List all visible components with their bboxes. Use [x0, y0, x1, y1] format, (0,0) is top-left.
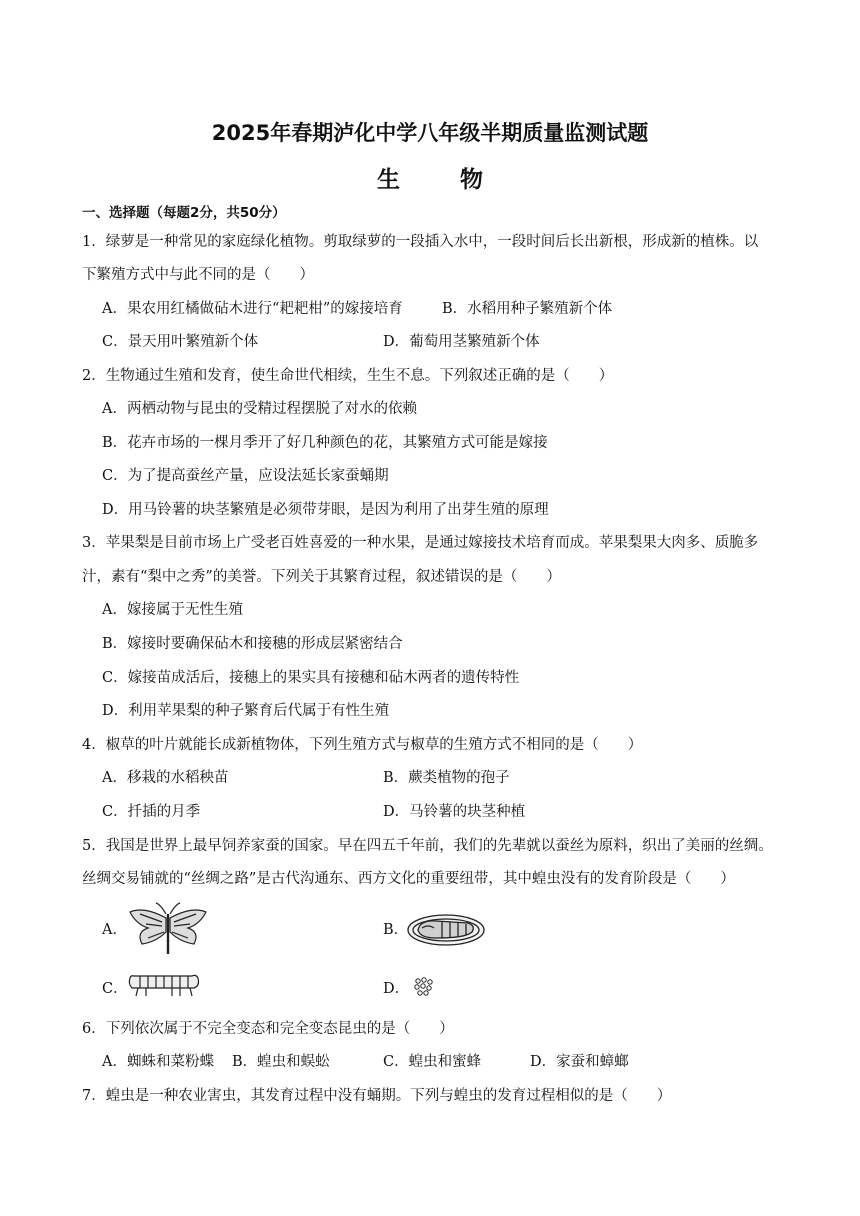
question-7-stem: 7．蝗虫是一种农业害虫，其发育过程中没有蛹期。下列与蝗虫的发育过程相似的是（ ） — [82, 1088, 672, 1104]
question-3-option-b: B．嫁接时要确保砧木和接穗的形成层紧密结合 — [102, 636, 403, 652]
question-2-option-d: D．用马铃薯的块茎繁殖是必须带芽眼，是因为利用了出芽生殖的原理 — [102, 502, 549, 518]
question-2-option-c: C．为了提高蚕丝产量，应设法延长家蚕蛹期 — [102, 468, 389, 484]
question-1-option-b: B．水稻用种子繁殖新个体 — [442, 301, 613, 317]
question-4-option-d: D．马铃薯的块茎种植 — [383, 804, 526, 820]
question-2-option-b: B．花卉市场的一棵月季开了好几种颜色的花，其繁殖方式可能是嫁接 — [102, 435, 548, 451]
question-1-option-c: C．景天用叶繁殖新个体 — [102, 334, 259, 350]
question-5-option-a: A． — [102, 922, 127, 938]
question-1-stem-line2: 下繁殖方式中与此不同的是（ ） — [82, 267, 314, 283]
question-6-option-c: C．蝗虫和蜜蜂 — [383, 1054, 482, 1070]
question-4-option-c: C．扦插的月季 — [102, 804, 201, 820]
question-1-stem-line1: 1．绿萝是一种常见的家庭绿化植物。剪取绿萝的一段插入水中，一段时间后长出新根，形成新的植株。以 — [82, 234, 759, 250]
moth-adult-icon — [126, 902, 210, 960]
question-3-option-c: C．嫁接苗成活后，接穗上的果实具有接穗和砧木两者的遗传特性 — [102, 670, 520, 686]
section-heading: 一、选择题（每题2分，共50分） — [82, 205, 286, 221]
question-3-stem-line1: 3．苹果梨是目前市场上广受老百姓喜爱的一种水果，是通过嫁接技术培育而成。苹果梨果大肉多、质脆多 — [82, 535, 759, 551]
question-2-option-a: A．两栖动物与昆虫的受精过程摆脱了对水的依赖 — [102, 401, 417, 417]
question-6-stem: 6．下列依次属于不完全变态和完全变态昆虫的是（ ） — [82, 1021, 454, 1037]
question-6-option-d: D．家蚕和蟑螂 — [530, 1054, 629, 1070]
question-5-option-d: D． — [383, 981, 410, 997]
question-3-option-d: D．利用苹果梨的种子繁育后代属于有性生殖 — [102, 703, 390, 719]
question-5-stem-line1: 5．我国是世界上最早饲养家蚕的国家。早在四五千年前，我们的先辈就以蚕丝为原料，织出了美丽的丝绸。 — [82, 838, 773, 854]
question-1-option-a: A．果农用红橘做砧木进行“耙耙柑”的嫁接培育 — [102, 301, 403, 317]
question-6-option-b: B．蝗虫和蜈蚣 — [232, 1054, 330, 1070]
question-2-stem: 2．生物通过生殖和发育，使生命世代相续，生生不息。下列叙述正确的是（ ） — [82, 368, 614, 384]
question-4-option-a: A．移栽的水稻秧苗 — [102, 770, 229, 786]
question-4-stem: 4．椒草的叶片就能长成新植物体，下列生殖方式与椒草的生殖方式不相同的是（ ） — [82, 737, 643, 753]
question-5-option-b: B． — [383, 922, 409, 938]
question-5-stem-line2: 丝绸交易铺就的“丝绸之路”是古代沟通东、西方文化的重要纽带，其中蝗虫没有的发育阶段是（ ） — [82, 871, 735, 887]
question-3-option-a: A．嫁接属于无性生殖 — [102, 602, 243, 618]
question-6-option-a: A．蜘蛛和菜粉蝶 — [102, 1054, 214, 1070]
egg-cluster-icon — [412, 976, 436, 998]
question-3-stem-line2: 汁，素有“梨中之秀”的美誉。下列关于其繁育过程，叙述错误的是（ ） — [82, 569, 561, 585]
question-1-option-d: D．葡萄用茎繁殖新个体 — [383, 334, 540, 350]
exam-subject: 生 物 — [376, 167, 509, 193]
larva-caterpillar-icon — [126, 970, 202, 1002]
question-4-option-b: B．蕨类植物的孢子 — [383, 770, 510, 786]
exam-title: 2025年春期泸化中学八年级半期质量监测试题 — [211, 121, 649, 145]
pupa-cocoon-icon — [406, 912, 486, 948]
question-5-option-c: C． — [102, 981, 128, 997]
